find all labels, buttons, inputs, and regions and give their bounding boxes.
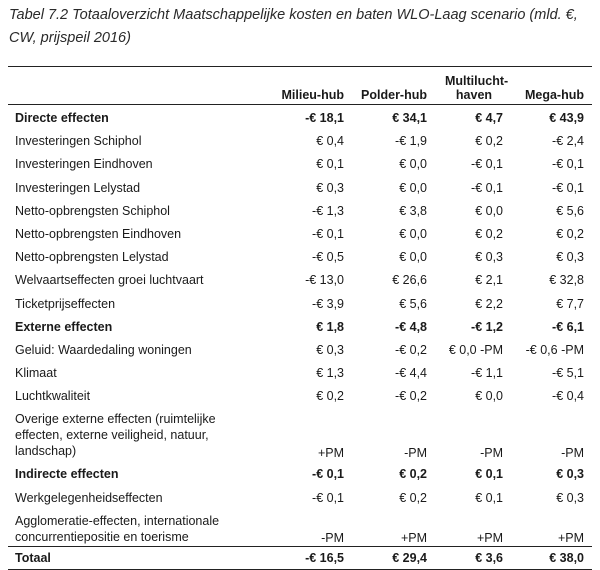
- cell-mega-hub: -€ 0,6 -PM: [525, 342, 584, 357]
- cell-milieu-hub: -€ 0,1: [312, 226, 344, 241]
- cell-polder-hub: € 34,1: [392, 111, 427, 125]
- row-label: Netto-opbrengsten Lelystad: [15, 250, 169, 265]
- table-row: [8, 360, 592, 383]
- cell-multiluchthaven: € 0,0 -PM: [448, 342, 503, 357]
- table-body: [8, 105, 592, 546]
- row-label: Externe effecten: [15, 319, 113, 334]
- cell-milieu-hub: -€ 3,9: [312, 296, 344, 311]
- cell-milieu-hub: -€ 0,1: [312, 490, 344, 505]
- total-mega-hub: € 38,0: [549, 550, 584, 565]
- row-label: Luchtkwaliteit: [15, 389, 91, 404]
- cell-milieu-hub: -€ 1,3: [312, 203, 344, 218]
- column-header-milieu-hub: Milieu-hub: [281, 88, 344, 102]
- cell-multiluchthaven: -€ 1,2: [471, 319, 503, 334]
- cell-multiluchthaven: +PM: [476, 530, 503, 545]
- cell-mega-hub: € 7,7: [556, 296, 584, 311]
- row-label: Agglomeratie-effecten, internationale concurrentiepositie en toerisme: [15, 513, 220, 544]
- cell-multiluchthaven: -PM: [480, 446, 503, 461]
- table-header: [8, 67, 592, 102]
- cell-polder-hub: -€ 0,2: [395, 342, 427, 357]
- cell-mega-hub: +PM: [557, 530, 584, 545]
- cell-milieu-hub: € 1,8: [316, 319, 344, 334]
- row-label: Investeringen Lelystad: [15, 180, 141, 195]
- cell-mega-hub: -€ 0,4: [552, 389, 584, 404]
- total-row: [8, 547, 592, 569]
- cell-mega-hub: -€ 0,1: [552, 157, 584, 172]
- cell-polder-hub: € 0,0: [399, 180, 427, 195]
- cell-milieu-hub: +PM: [317, 446, 344, 461]
- cell-multiluchthaven: -€ 0,1: [471, 157, 503, 172]
- cell-milieu-hub: € 0,2: [316, 389, 344, 404]
- table-row: [8, 221, 592, 244]
- total-polder-hub: € 29,4: [392, 550, 427, 565]
- table-row: [8, 314, 592, 337]
- cell-milieu-hub: € 0,3: [316, 342, 344, 357]
- cell-multiluchthaven: € 0,2: [475, 134, 503, 149]
- cell-polder-hub: -€ 1,9: [395, 134, 427, 149]
- cell-mega-hub: € 43,9: [549, 111, 584, 125]
- total-multiluchthaven: € 3,6: [475, 550, 503, 565]
- cell-milieu-hub: -€ 0,5: [312, 250, 344, 265]
- cell-milieu-hub: € 1,3: [316, 366, 344, 381]
- table-row: [8, 175, 592, 198]
- cell-milieu-hub: -€ 13,0: [305, 273, 344, 288]
- cell-polder-hub: +PM: [400, 530, 427, 545]
- cell-multiluchthaven: € 0,1: [475, 467, 503, 482]
- row-label: Directe effecten: [15, 111, 109, 125]
- cell-multiluchthaven: € 2,2: [475, 296, 503, 311]
- row-label: Investeringen Schiphol: [15, 134, 142, 149]
- cell-polder-hub: € 3,8: [399, 203, 427, 218]
- cell-multiluchthaven: € 0,3: [475, 250, 503, 265]
- column-header-polder-hub: Polder-hub: [361, 88, 427, 102]
- total-label: Totaal: [15, 550, 51, 565]
- table-row: [8, 337, 592, 360]
- cell-multiluchthaven: € 0,1: [475, 490, 503, 505]
- cell-polder-hub: -€ 0,2: [395, 389, 427, 404]
- table-row: [8, 291, 592, 314]
- cell-mega-hub: -PM: [561, 446, 584, 461]
- cell-mega-hub: -€ 6,1: [552, 319, 584, 334]
- cell-multiluchthaven: € 0,2: [475, 226, 503, 241]
- table-row: [8, 244, 592, 267]
- cell-milieu-hub: -€ 18,1: [305, 111, 344, 125]
- table-row: [8, 508, 592, 546]
- table-row: [8, 267, 592, 290]
- table-caption: Tabel 7.2 Totaaloverzicht Maatschappelijke kosten en baten WLO-Laag scenario (mld. €, CW, prijspeil 2016): [9, 7, 578, 46]
- column-header-multiluchthaven: Multilucht- haven: [445, 74, 509, 102]
- cell-polder-hub: € 0,2: [399, 467, 427, 482]
- cell-polder-hub: € 0,0: [399, 250, 427, 265]
- cell-milieu-hub: -€ 0,1: [312, 467, 344, 482]
- row-label: Overige externe effecten (ruimtelijke effecten, externe veiligheid, natuur, landschap): [15, 412, 216, 459]
- row-label: Netto-opbrengsten Schiphol: [15, 203, 170, 218]
- cell-milieu-hub: € 0,4: [316, 134, 344, 149]
- cell-mega-hub: € 0,3: [556, 250, 584, 265]
- cell-multiluchthaven: € 0,0: [475, 389, 503, 404]
- cell-milieu-hub: € 0,3: [316, 180, 344, 195]
- cell-polder-hub: -PM: [404, 446, 427, 461]
- cell-mega-hub: € 0,3: [556, 490, 584, 505]
- cell-mega-hub: € 32,8: [549, 273, 584, 288]
- table-row: [8, 151, 592, 174]
- cell-mega-hub: € 5,6: [556, 203, 584, 218]
- row-label: Ticketprijseffecten: [15, 296, 116, 311]
- mkba-table: [8, 66, 592, 570]
- table-row: [8, 461, 592, 484]
- cell-multiluchthaven: -€ 1,1: [471, 366, 503, 381]
- row-label: Netto-opbrengsten Eindhoven: [15, 226, 182, 241]
- total-milieu-hub: -€ 16,5: [305, 550, 344, 565]
- cell-polder-hub: € 5,6: [399, 296, 427, 311]
- row-label: Welvaartseffecten groei luchtvaart: [15, 273, 204, 288]
- cell-multiluchthaven: € 2,1: [475, 273, 503, 288]
- cell-polder-hub: € 0,0: [399, 226, 427, 241]
- cell-multiluchthaven: € 4,7: [475, 111, 503, 125]
- cell-polder-hub: -€ 4,8: [395, 319, 427, 334]
- table-row: [8, 383, 592, 406]
- cell-milieu-hub: € 0,1: [316, 157, 344, 172]
- row-label: Indirecte effecten: [15, 467, 119, 482]
- table-row: [8, 198, 592, 221]
- row-label: Geluid: Waardedaling woningen: [15, 342, 192, 357]
- cell-polder-hub: € 0,2: [399, 490, 427, 505]
- cell-multiluchthaven: € 0,0: [475, 203, 503, 218]
- table-row: [8, 128, 592, 151]
- row-label: Werkgelegenheidseffecten: [15, 490, 163, 505]
- cell-mega-hub: € 0,2: [556, 226, 584, 241]
- table-row: [8, 406, 592, 461]
- row-label: Klimaat: [15, 366, 57, 381]
- cell-mega-hub: € 0,3: [556, 467, 584, 482]
- cell-multiluchthaven: -€ 0,1: [471, 180, 503, 195]
- cell-mega-hub: -€ 0,1: [552, 180, 584, 195]
- cell-polder-hub: € 0,0: [399, 157, 427, 172]
- cell-mega-hub: -€ 2,4: [552, 134, 584, 149]
- cell-polder-hub: € 26,6: [392, 273, 427, 288]
- column-header-mega-hub: Mega-hub: [524, 88, 584, 102]
- cell-mega-hub: -€ 5,1: [552, 366, 584, 381]
- table-row: [8, 105, 592, 128]
- table-row: [8, 485, 592, 508]
- cell-milieu-hub: -PM: [321, 530, 344, 545]
- cell-polder-hub: -€ 4,4: [395, 366, 427, 381]
- row-label: Investeringen Eindhoven: [15, 157, 153, 172]
